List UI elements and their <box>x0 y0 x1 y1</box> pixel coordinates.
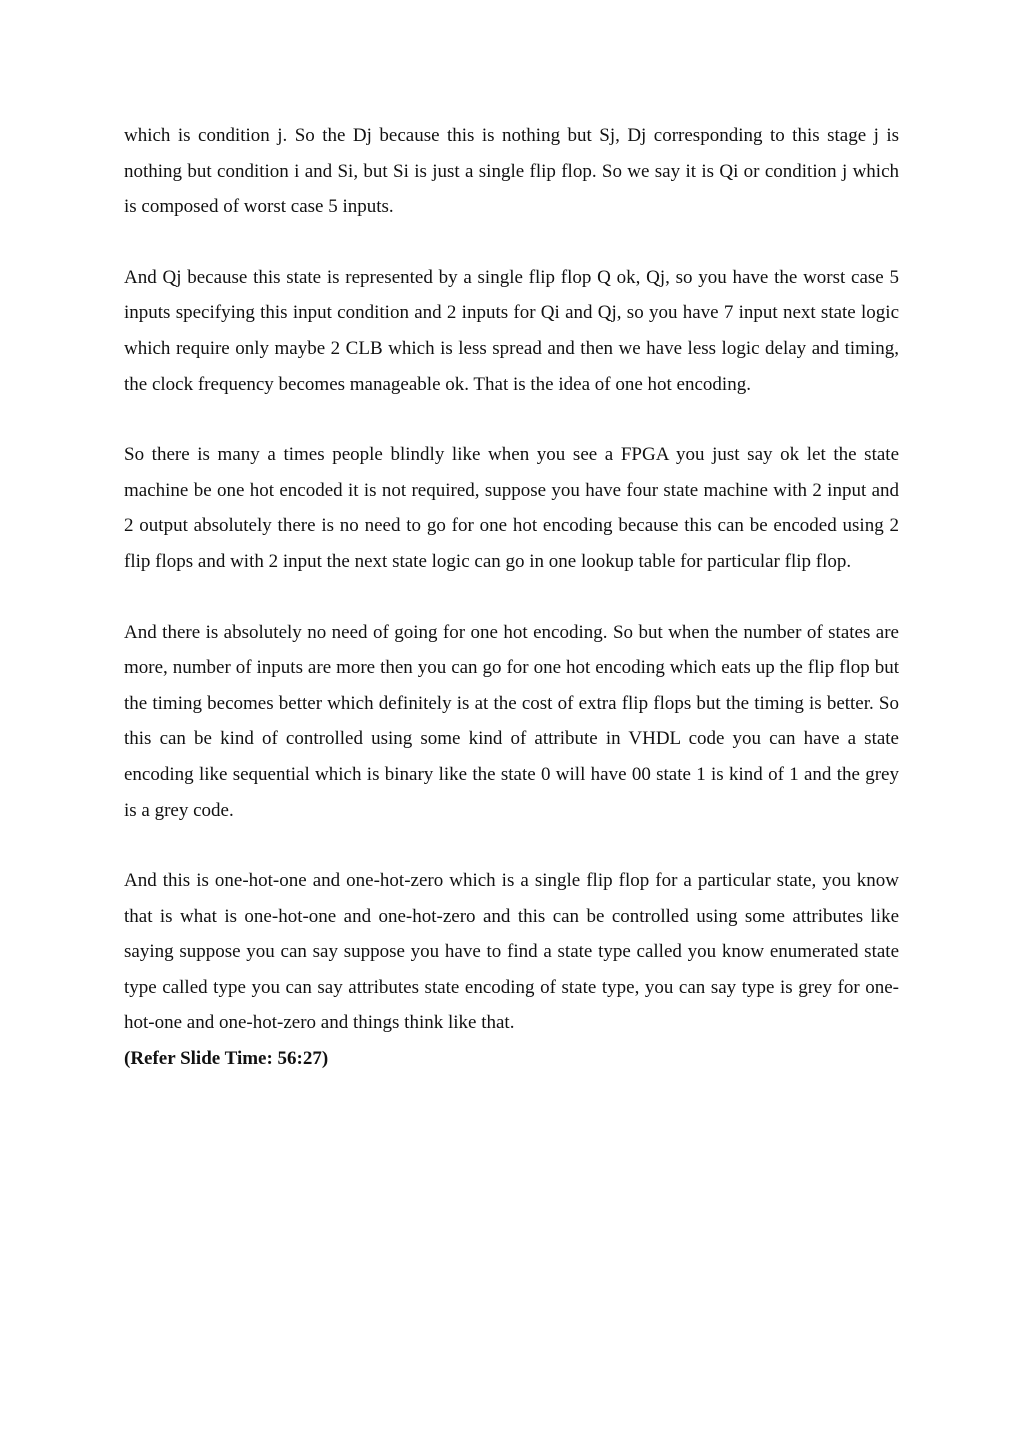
paragraph-4: And there is absolutely no need of going for one hot encoding. So but when the number of states are more, number of inputs are more then you can go for one hot encoding which eats up the flip flop but the timing becomes better which definitely is at the cost of extra flip flops but the timing is better. So this can be kind of controlled using some kind of attribute in VHDL code you can have a state encoding like sequential which is binary like the state 0 will have 00 state 1 is kind of 1 and the grey is a grey code. <box>124 621 899 821</box>
paragraph-1: which is condition j. So the Dj because this is nothing but Sj, Dj corresponding to this stage j is nothing but condition i and Si, but Si is just a single flip flop. So we say it is Qi or condition j which is composed of worst case 5 inputs. <box>124 125 899 218</box>
slide-time-reference: (Refer Slide Time: 56:27) <box>124 1048 329 1070</box>
paragraph-2: And Qj because this state is represented by a single flip flop Q ok, Qj, so you have the worst case 5 inputs specifying this input condition and 2 inputs for Qi and Qj, so you have 7 input next state logic which require only maybe 2 CLB which is less spread and then we have less logic delay and timing, the clock frequency becomes manageable ok. That is the idea of one hot encoding. <box>124 266 899 395</box>
paragraph-5: And this is one-hot-one and one-hot-zero which is a single flip flop for a particular state, you know that is what is one-hot-one and one-hot-zero and this can be controlled using some attributes like saying suppose you can say suppose you have to find a state type called you know enumerated state type called type you can say attributes state encoding of state type, you can say type is grey for one-hot-one and one-hot-zero and things think like that. <box>124 870 899 1034</box>
document-page <box>124 118 899 1077</box>
paragraph-3: So there is many a times people blindly like when you see a FPGA you just say ok let the state machine be one hot encoded it is not required, suppose you have four state machine with 2 input and 2 output absolutely there is no need to go for one hot encoding because this can be encoded using 2 flip flops and with 2 input the next state logic can go in one lookup table for particular flip flop. <box>124 444 899 572</box>
